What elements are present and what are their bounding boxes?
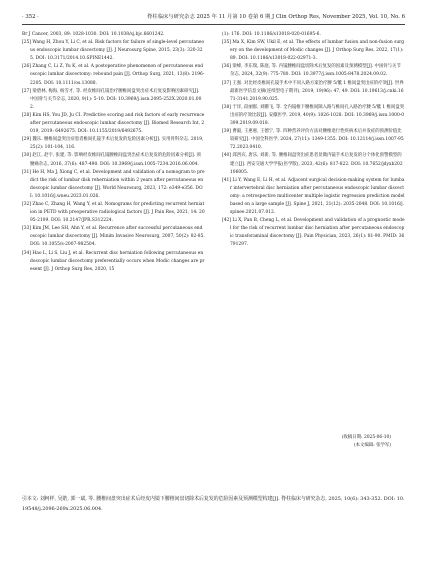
citation-text: 引本文: 刘柯样, 吴皓, 郭一斌, 等. 腰椎间盘突出症术后经皮内镜下腰椎间盘切除术后复发的危险因素及预测模型构建[J]. 脊柱临床与研究杂志, 2025, 10(6): 343-352. DOI: 10.19548/j.2096-269x.2025.06.004. (22, 496, 405, 512)
received-info (222, 434, 405, 450)
received-date: (收稿日期: 2025-06-10) (341, 435, 391, 440)
reference-item: [28] Kim HS, You JD, Ju CI. Predictive scoring and risk factors of early recurrence after percutaneous endoscopic lumbar discectomy [J]. Biomed Research Int, 2019, 2019: 6492675. DOI: 10.1155/2019/6492675. (22, 112, 205, 135)
page-number: · 352 · (22, 14, 39, 20)
reference-item: [38] 于洋, 段丽群, 刘鹏飞, 等. 全内镜椎下腰椎间隙入路与椎间孔入路治疗腰 5/骶 1 椎间盘突出症的疗效比较[J]. 安徽医学, 2019, 40(9): 1026-1028. DOI: 10.3969/j.issn.1000-0399.2019.09.018. (222, 104, 405, 127)
page-header (22, 12, 405, 25)
reference-item: [41] Li Y, Wang E, Li H, et al. Adjacent surgical decision-making system for lumbar intervertebral disc herniation after percutaneous endoscopic lumbar discectomy: a retrospective multicenter multiple logistic regression prediction model based on a large sample [J]. Spine J, 2021, 21(12): 2035-2048. DOI: 10.1016/j.spinee.2021.07.012. (222, 177, 405, 216)
reference-item: [32] Zhao C, Zhang H, Wang Y, et al. Nomograms for predicting recurrent herniation in PETD with preoperative radiological factors [J]. J Pain Res, 2021, 14: 2095-2109. DOI: 10.2147/JPR.S312224. (22, 201, 205, 224)
reference-item: Br J Cancer, 2003, 89: 1028-1030. DOI: 10.1038/sj.bjc.6601242. (22, 32, 165, 37)
reference-item: [39] 曹毅, 王惠惠, 王德宁, 等. 四种营养评价方法对腰椎退行性疾病术后并发症的预测价值比较研究[J]. 中国全科医学, 2024, 27(11): 1349-1355. DOI: 10.12114/j.issn.1007-9572.2023.0410. (222, 129, 404, 151)
reference-item: [35] Ma X, Kim SW, Ukil E, et al. The effects of lumbar fusion and non-fusion surgery on the development of Modic changes [J]. J Orthop Surg Res, 2022, 17(1): 89. DOI: 10.1186/s13018-022-02971-3. (222, 40, 405, 62)
reference-item: [34] Hao L, Li S, Liu J, et al. Recurrent disc herniation following percutaneous endoscopic lumbar discectomy preferentially occurs when Modic changes are present [J]. J Orthop Surg Res, 2020, 15 (22, 250, 205, 272)
reference-item: [29] 魏乐. 腰椎间盘突出症患者椎间孔镜手术后复发的危险因素分析[J]. 实用骨科杂志, 2019, 25(2): 101-104, 116. (22, 137, 204, 151)
reference-item: [30] 赵江, 赵宇, 张建, 等. 影响经皮椎间孔镜腰椎间盘突出症术后复发的危险因素分析[J]. 颈腰痛杂志, 2016, 37(6): 487-490. DOI: 10.3969/j.issn.1005-7234.2016.06.004. (22, 153, 201, 167)
reference-item: (1): 176. DOI: 10.1186/s13018-020-01695-6. (222, 32, 321, 37)
editor-note: (本文编辑: 张学军) (353, 443, 391, 448)
reference-item: [40] 邱西宾, 唐乐, 刘新, 等. 腰椎间盘突出症患者显微内镜手术后复发的分个体化预警模型的建立[J]. 西安交通大学学报(医学版), 2023, 42(6): 817-822. DOI: 10.7652/jdyxb202106005. (222, 153, 403, 175)
reference-item: [33] Kim JM, Lee SH, Ahn Y, et al. Recurrence after successful percutaneous endoscopic lumbar discectomy [J]. Minim Invasive Neurosurg, 2007, 50(2): 82-85. DOI: 10.1055/s-2007-982504. (22, 226, 205, 248)
reference-item: [42] Li X, Pan B, Cheng L, et al. Development and validation of a prognostic model for the risk of recurrent lumbar disc herniation after percutaneous endoscopic transforaminal discectomy [J]. Pain Physician, 2023, 26(1): 81-90. PMID: 36791297. (222, 218, 405, 248)
reference-item: [31] He H, Ma J, Xiong C, et al. Development and validation of a nomogram to predict the risk of lumbar disk reherniation within 2 years after percutaneous endoscopic lumbar discectomy [J]. World Neurosurg, 2023, 172: e349-e356. DOI: 10.1016/j.wneu.2023.01.026. (22, 169, 205, 199)
journal-header: 脊柱临床与研究杂志 2025 年 11 月第 10 卷第 6 期 J Clin Orthop Res, November 2025, Vol. 10, No. 6 (147, 14, 405, 20)
reference-item: [36] 梁峰, 李东瑞, 陈庭, 等. 内镜腰椎间盘切除术后复发的因素及预测模型[J]. 中国骨与关节杂志, 2024, 32(9): 775-780. DOI: 10.3977/j.issn.1005-8478.2024.09.02. (222, 64, 401, 78)
reference-item: [25] Wang H, Zhou Y, Li C, et al. Risk factors for failure of single-level percutaneous endoscopic lumbar discectomy [J]. J Neurosurg Spine, 2015, 23(3): 320-325. DOI: 10.3171/2014.10.SPINE1442. (22, 40, 205, 62)
reference-item: [27] 梁碧林, 梅海, 杨雪才, 等. 经皮椎间孔镜治疗腰椎间盘突出症术后复发影响因素研究[J]. 中国骨与关节杂志, 2020, 9(1): 5-10. DOI: 10.3969/j.issn.2095-252X.2020.01.002. (22, 88, 202, 110)
references-left-column (22, 31, 205, 274)
references-right-column (222, 31, 405, 250)
reference-item: [26] Zhang C, Li Z, Yu K, et al. A postoperative phenomenon of percutaneous endoscopic lumbar discectomy: rebound pain [J]. Orthop Surg, 2021, 13(8): 2196-2205. DOI: 10.1111/os.13088. (22, 64, 205, 86)
reference-item: [37] 王强. 对比经皮椎间孔镜手术中不同入路方案治疗腰 5/骶 1 椎间盘突出症的疗效[J]. 世界最新医学信息文摘(连续型电子期刊), 2019, 19(96): 47, 49. DOI: 10.19613/j.cnki.1671-3141.2019.90.025. (222, 80, 404, 102)
